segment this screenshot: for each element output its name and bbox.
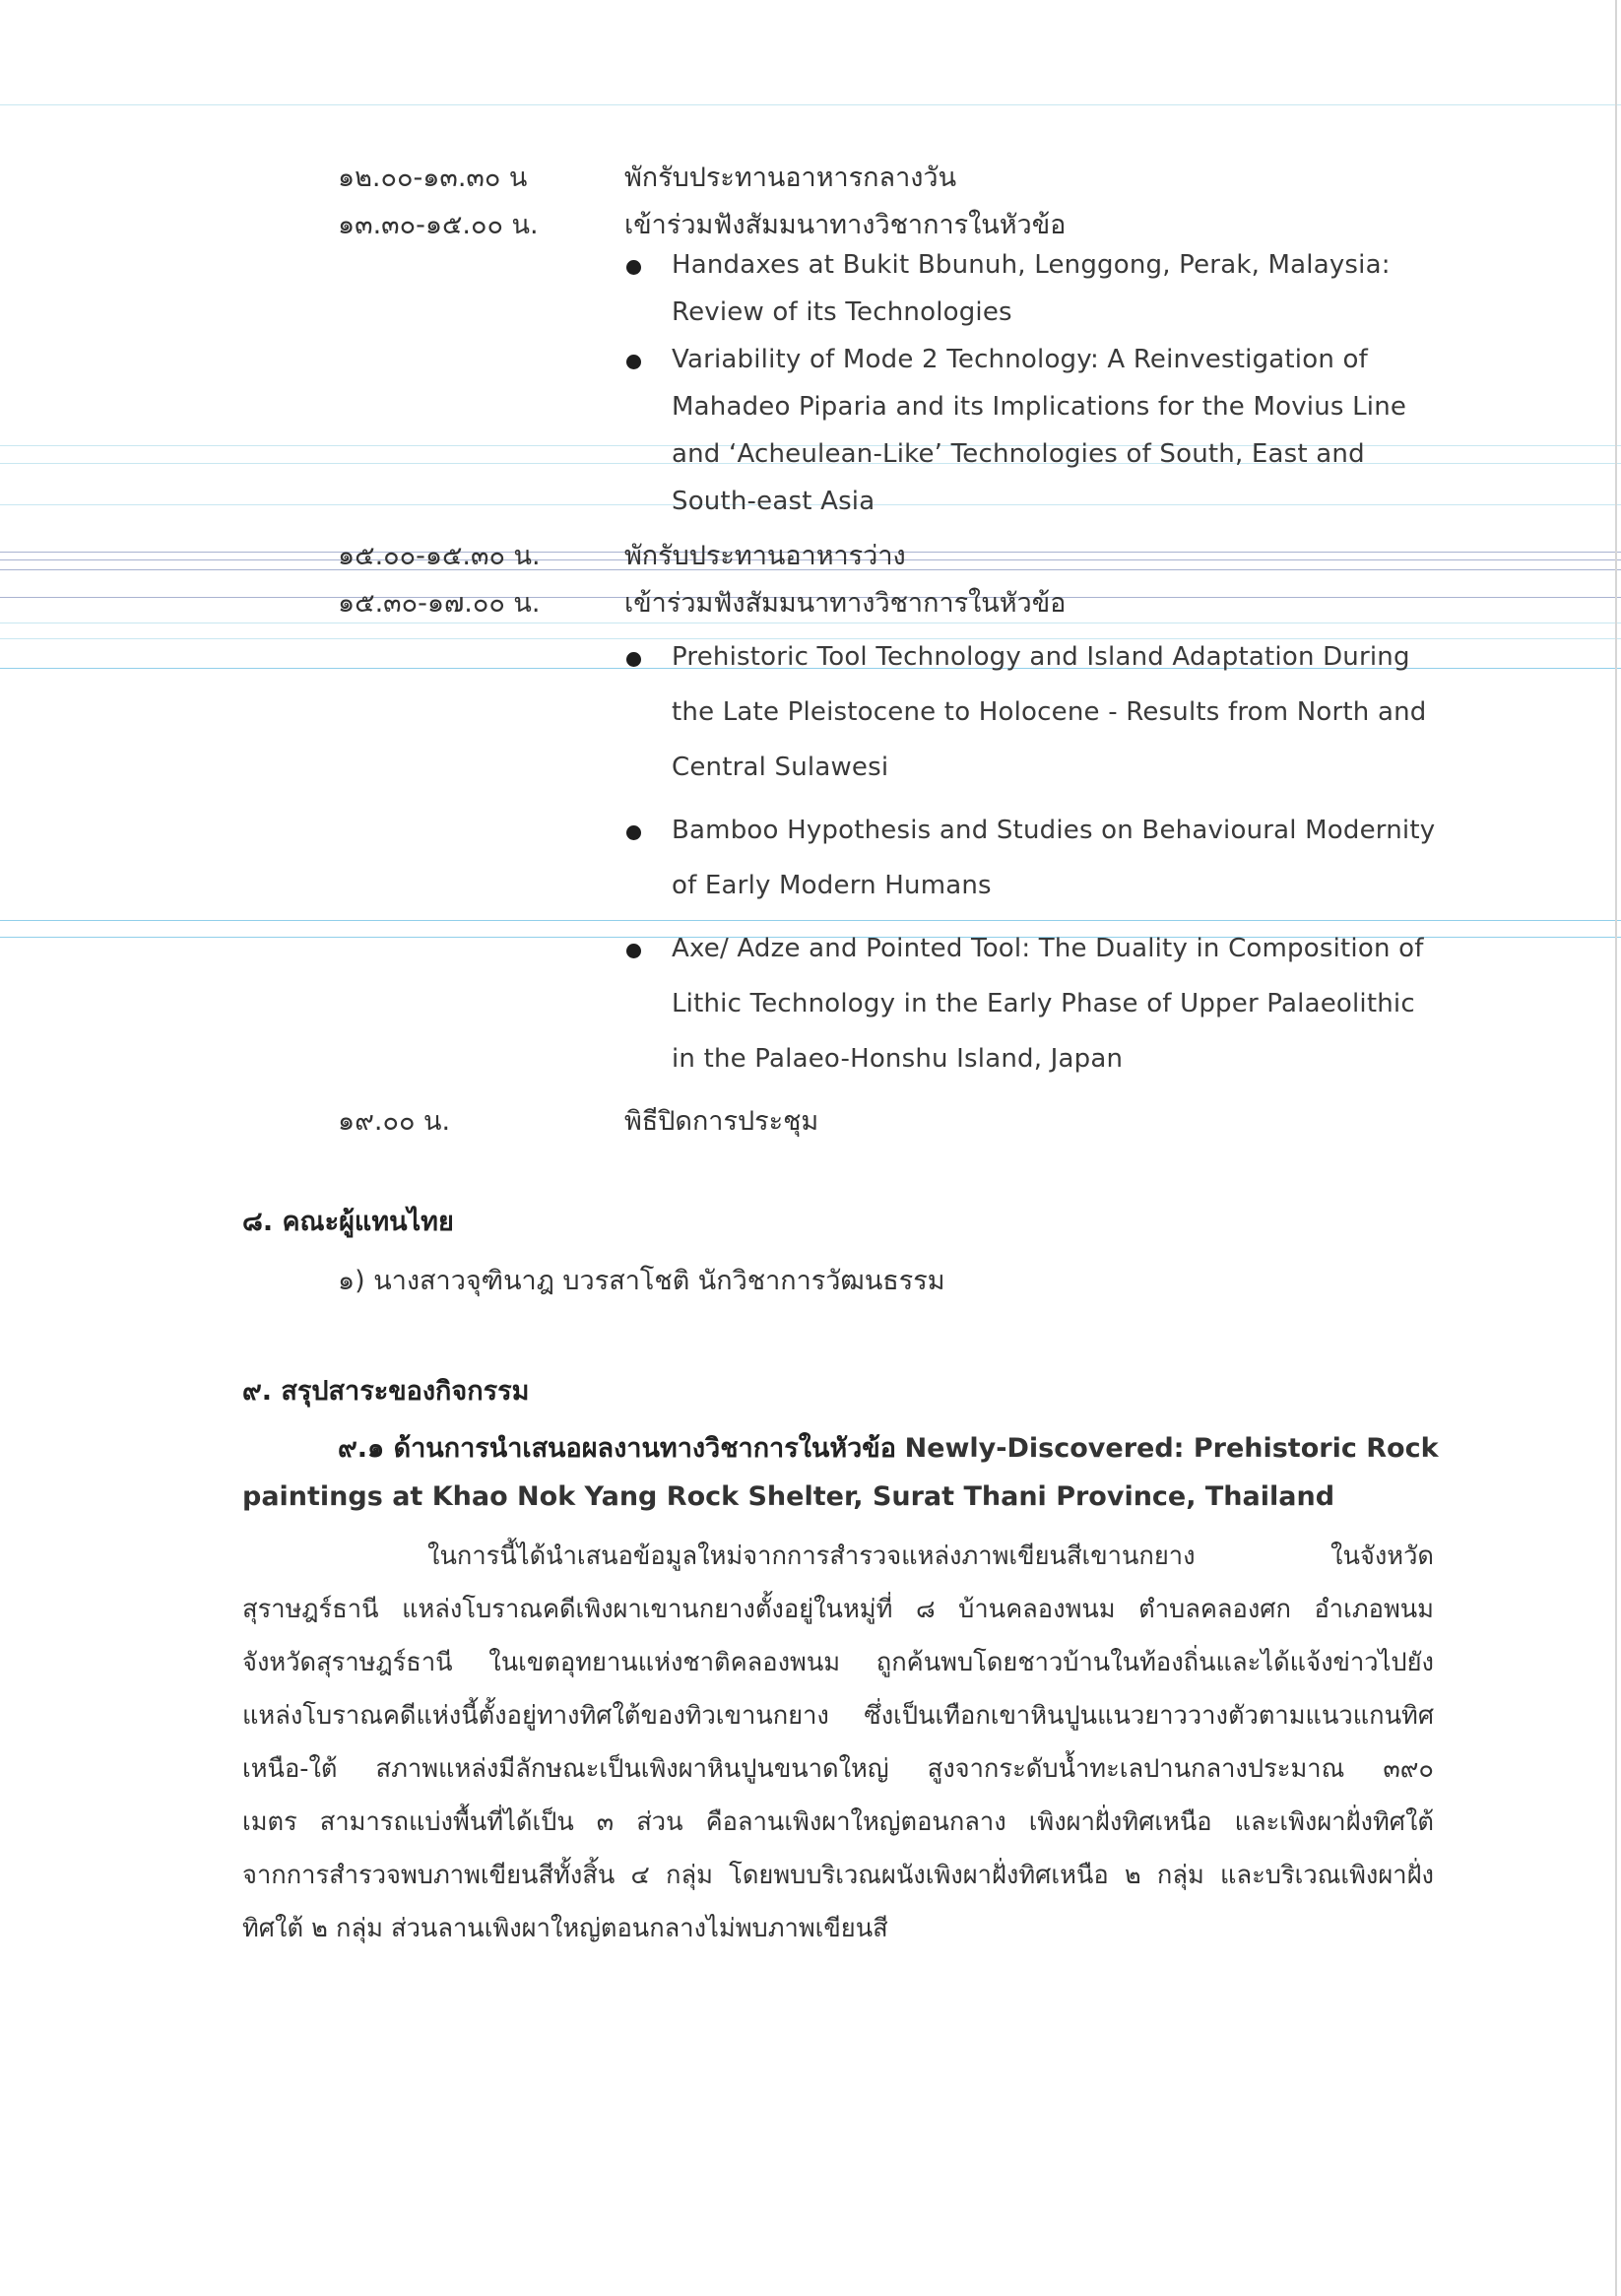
paragraph-line: จากการสำรวจพบภาพเขียนสีทั้งสิ้น ๔ กลุ่ม โดยพบบริเวณผนังเพิงผาฝั่งทิศเหนือ ๒ กลุ่ม และบริเวณเพิงผาฝั่ง <box>242 1861 1434 1890</box>
talk-title-line: Central Sulawesi <box>672 753 889 782</box>
schedule-desc-break: พักรับประทานอาหารว่าง <box>624 541 906 571</box>
schedule-desc-closing: พิธีปิดการประชุม <box>624 1106 819 1137</box>
talk-title-line: South-east Asia <box>672 487 875 516</box>
talk-title-line: Review of its Technologies <box>672 297 1012 327</box>
talk-title-line: Axe/ Adze and Pointed Tool: The Duality in Composition of <box>672 934 1424 963</box>
scan-page-edge <box>1615 0 1617 2296</box>
schedule-time-closing: ๑๙.๐๐ น. <box>338 1106 451 1137</box>
paragraph-line: ทิศใต้ ๒ กลุ่ม ส่วนลานเพิงผาใหญ่ตอนกลางไม่พบภาพเขียนสี <box>242 1914 888 1943</box>
bullet-icon <box>626 652 641 667</box>
bullet-icon <box>626 825 641 840</box>
talk-title-line: Mahadeo Piparia and its Implications for the Movius Line <box>672 392 1407 422</box>
paragraph-line: เมตร สามารถแบ่งพื้นที่ได้เป็น ๓ ส่วน คือลานเพิงผาใหญ่ตอนกลาง เพิงผาฝั่งทิศเหนือ และเพิงผาฝั่งทิศใต้ <box>242 1807 1434 1837</box>
schedule-desc-session-2: เข้าร่วมฟังสัมมนาทางวิชาการในหัวข้อ <box>624 588 1067 619</box>
bullet-icon <box>626 355 641 369</box>
paragraph-line: สุราษฎร์ธานี แหล่งโบราณคดีเพิงผาเขานกยางตั้งอยู่ในหมู่ที่ ๘ บ้านคลองพนม ตำบลคลองศก อำเภอพนม <box>242 1595 1434 1624</box>
paragraph-line: ในการนี้ได้นำเสนอข้อมูลใหม่จากการสำรวจแหล่งภาพเขียนสีเขานกยาง ในจังหวัด <box>427 1542 1434 1571</box>
paragraph-line: จังหวัดสุราษฎร์ธานี ในเขตอุทยานแห่งชาติคลองพนม ถูกค้นพบโดยชาวบ้านในท้องถิ่นและได้แจ้งข่าวไปยัง <box>242 1648 1434 1677</box>
scan-artifact-line <box>0 104 1621 105</box>
schedule-time-session-1: ๑๓.๓๐-๑๕.๐๐ น. <box>338 210 539 240</box>
talk-title-line: Lithic Technology in the Early Phase of Upper Palaeolithic <box>672 989 1415 1018</box>
section-9-heading: ๙. สรุปสาระของกิจกรรม <box>242 1376 530 1407</box>
schedule-desc-lunch: พักรับประทานอาหารกลางวัน <box>624 163 957 193</box>
talk-title-line: and ‘Acheulean-Like’ Technologies of South, East and <box>672 439 1365 469</box>
subsection-9-1-heading <box>338 1426 1439 1469</box>
talk-title-line: Prehistoric Tool Technology and Island Adaptation During <box>672 642 1410 672</box>
subsection-title-en-continued: paintings at Khao Nok Yang Rock Shelter, Surat Thani Province, Thailand <box>242 1481 1335 1512</box>
subsection-title-en: Newly-Discovered: Prehistoric Rock <box>904 1433 1439 1464</box>
schedule-time-lunch: ๑๒.๐๐-๑๓.๓๐ น <box>338 163 528 193</box>
talk-title-line: in the Palaeo-Honshu Island, Japan <box>672 1044 1124 1074</box>
schedule-time-break: ๑๕.๐๐-๑๕.๓๐ น. <box>338 541 541 571</box>
scan-artifact-line <box>0 920 1621 921</box>
subsection-number-thai: ๙.๑ ด้านการนำเสนอผลงานทางวิชาการในหัวข้อ <box>338 1433 896 1464</box>
bullet-icon <box>626 944 641 958</box>
talk-title-line: Variability of Mode 2 Technology: A Reinvestigation of <box>672 345 1368 374</box>
delegate-entry: ๑) นางสาวจุฑินาฎ บวรสาโชติ นักวิชาการวัฒนธรรม <box>338 1266 945 1296</box>
talk-title-line: Handaxes at Bukit Bbunuh, Lenggong, Perak, Malaysia: <box>672 250 1391 280</box>
schedule-desc-session-1: เข้าร่วมฟังสัมมนาทางวิชาการในหัวข้อ <box>624 210 1067 240</box>
scan-artifact-line <box>0 638 1621 639</box>
paragraph-line: แหล่งโบราณคดีแห่งนี้ตั้งอยู่ทางทิศใต้ของทิวเขานกยาง ซึ่งเป็นเทือกเขาหินปูนแนวยาววางตัวตามแนวแกนทิศ <box>242 1701 1434 1731</box>
section-8-heading: ๘. คณะผู้แทนไทย <box>242 1207 454 1237</box>
talk-title-line: the Late Pleistocene to Holocene - Results from North and <box>672 697 1427 727</box>
talk-title-line: of Early Modern Humans <box>672 871 992 900</box>
schedule-time-session-2: ๑๕.๓๐-๑๗.๐๐ น. <box>338 588 541 619</box>
bullet-icon <box>626 260 641 275</box>
talk-title-line: Bamboo Hypothesis and Studies on Behavioural Modernity <box>672 816 1436 845</box>
paragraph-line: เหนือ-ใต้ สภาพแหล่งมีลักษณะเป็นเพิงผาหินปูนขนาดใหญ่ สูงจากระดับน้ำทะเลปานกลางประมาณ ๓๙๐ <box>242 1754 1434 1784</box>
